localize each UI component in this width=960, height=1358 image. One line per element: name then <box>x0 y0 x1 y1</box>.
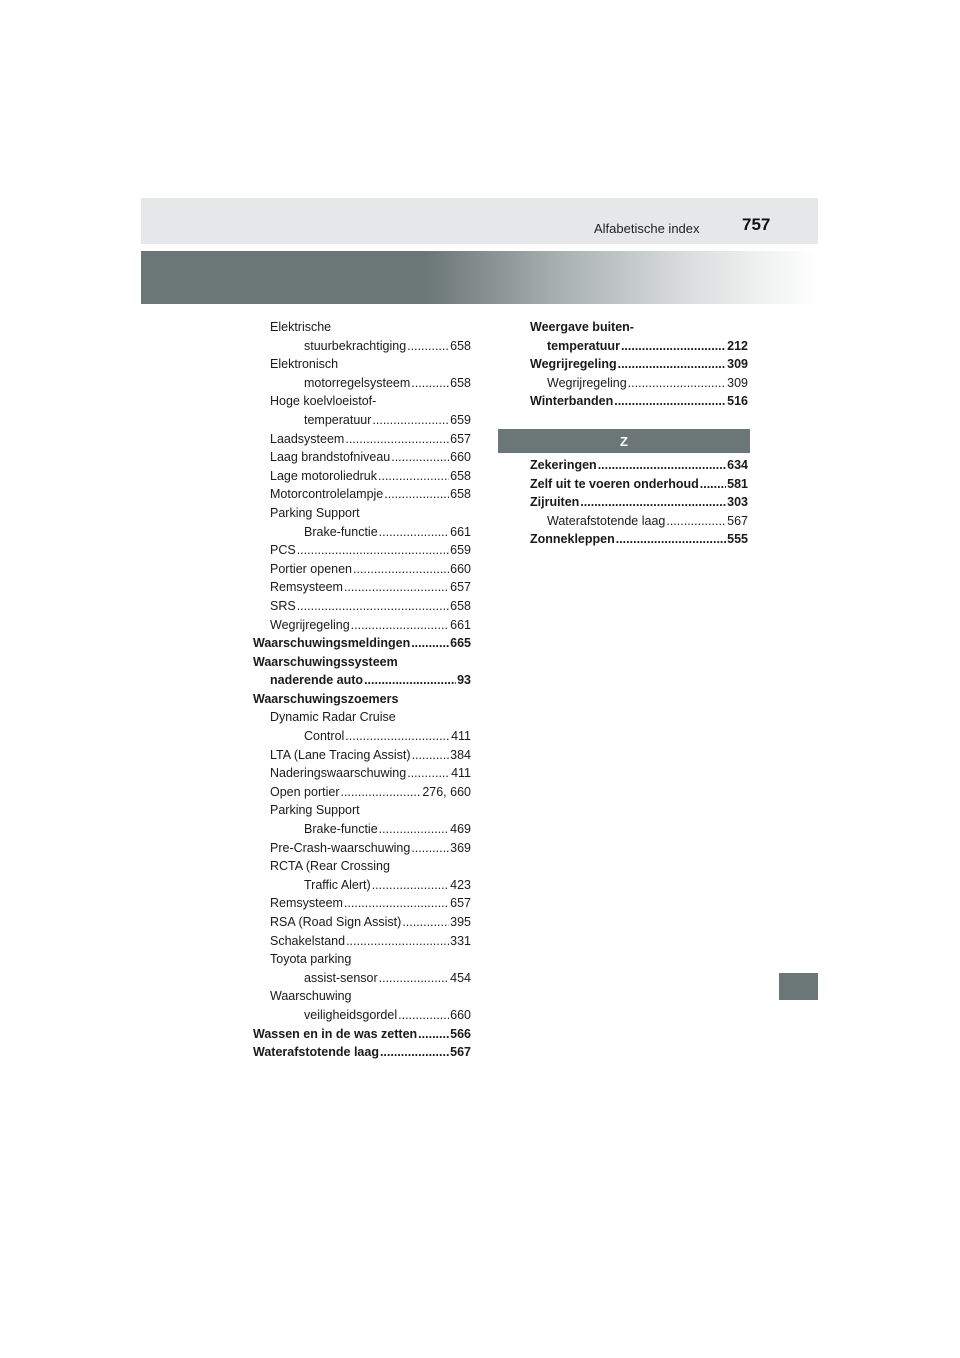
dot-leader <box>398 1006 449 1025</box>
page-reference[interactable]: 309 <box>727 375 748 390</box>
index-entry <box>530 355 748 374</box>
index-term: temperatuur <box>547 338 620 353</box>
index-entry <box>253 690 471 709</box>
index-term: assist-sensor <box>304 970 378 985</box>
page-reference[interactable]: 411 <box>451 729 471 744</box>
dot-leader <box>297 541 449 560</box>
page-reference[interactable]: 658 <box>450 468 471 483</box>
index-entry <box>530 374 748 393</box>
dot-leader <box>598 456 726 475</box>
dot-leader <box>344 894 449 913</box>
page-reference[interactable]: 369 <box>450 840 471 855</box>
index-entry <box>253 932 471 951</box>
dot-leader <box>345 727 450 746</box>
index-entry <box>253 764 471 783</box>
index-term: Elektronisch <box>270 357 339 372</box>
index-term: Zekeringen <box>530 458 597 472</box>
dot-leader <box>411 634 449 653</box>
index-entry <box>253 894 471 913</box>
index-term: RSA (Road Sign Assist) <box>270 915 402 929</box>
page-reference[interactable]: 303 <box>727 495 748 510</box>
page-reference[interactable]: 93 <box>457 673 471 688</box>
dot-leader <box>344 578 449 597</box>
page-reference[interactable]: 661 <box>450 524 471 539</box>
index-entry <box>253 653 471 690</box>
page-reference[interactable]: 454 <box>450 970 471 985</box>
dot-leader <box>372 411 449 430</box>
index-term: PCS <box>270 543 296 558</box>
page-reference[interactable]: 567 <box>727 513 748 528</box>
index-entry <box>253 485 471 504</box>
index-entry <box>253 430 471 449</box>
index-entry <box>253 1043 471 1062</box>
index-column-right <box>530 318 748 411</box>
index-group-w <box>530 318 748 411</box>
page-number: 757 <box>742 215 771 234</box>
page-reference[interactable]: 411 <box>451 766 471 781</box>
index-entry <box>253 541 471 560</box>
dot-leader <box>412 746 450 765</box>
index-entry <box>530 392 748 411</box>
index-term: Remsysteem <box>270 896 343 911</box>
page-reference[interactable]: 516 <box>727 394 748 409</box>
index-entry <box>253 355 471 392</box>
index-term: Zelf uit te voeren onderhoud <box>530 476 699 491</box>
page-reference[interactable]: 309 <box>727 357 748 372</box>
index-entry <box>253 1025 471 1044</box>
index-term: Remsysteem <box>270 580 343 595</box>
page-header-bar <box>141 198 818 244</box>
index-term: Winterbanden <box>530 394 614 409</box>
index-term: Toyota parking <box>270 952 352 967</box>
index-term: Pre-Crash-waarschuwing <box>270 840 411 855</box>
page-reference[interactable]: 566 <box>450 1026 471 1041</box>
dot-leader <box>418 1025 449 1044</box>
index-entry <box>253 318 471 355</box>
index-term: RCTA (Rear Crossing <box>270 859 390 874</box>
dot-leader <box>402 913 449 932</box>
index-entry <box>530 475 748 494</box>
page-reference[interactable]: 276, 660 <box>422 784 471 799</box>
dot-leader <box>379 820 449 839</box>
index-term: Weergave buiten- <box>530 320 634 334</box>
page-reference[interactable]: 567 <box>450 1045 471 1060</box>
index-term: Control <box>304 729 345 744</box>
dot-leader <box>379 523 449 542</box>
index-term: LTA (Lane Tracing Assist) <box>270 747 411 762</box>
index-term: Zonnekleppen <box>530 532 615 547</box>
index-term: Wegrijregeling <box>547 375 627 390</box>
index-entry <box>530 456 748 475</box>
dot-leader <box>700 475 726 494</box>
page-reference[interactable]: 634 <box>727 458 748 472</box>
page-reference[interactable]: 581 <box>727 476 748 491</box>
index-column-left <box>253 318 471 1062</box>
index-term: Naderingswaarschuwing <box>270 766 407 781</box>
page-reference[interactable]: 658 <box>450 375 471 390</box>
index-term: Elektrische <box>270 320 332 334</box>
page-reference[interactable]: 658 <box>450 338 471 353</box>
index-term: temperatuur <box>304 412 372 427</box>
index-term: Waarschuwing <box>270 989 352 1004</box>
dot-leader <box>364 671 456 690</box>
page-reference[interactable]: 665 <box>450 636 471 651</box>
index-entry <box>253 560 471 579</box>
index-term: Hoge koelvloeistof- <box>270 394 377 409</box>
dot-leader <box>346 932 449 951</box>
index-term: Brake-functie <box>304 524 378 539</box>
dot-leader <box>353 560 449 579</box>
index-term: Wegrijregeling <box>270 617 350 632</box>
index-term: Parking Support <box>270 505 360 520</box>
index-entry <box>253 783 471 802</box>
index-term: Wassen en in de was zetten <box>253 1026 418 1041</box>
index-entry <box>253 746 471 765</box>
index-entry <box>253 448 471 467</box>
index-entry <box>253 913 471 932</box>
index-entry <box>530 318 748 355</box>
page-reference[interactable]: 423 <box>450 877 471 892</box>
index-entry <box>253 839 471 858</box>
index-term: Traffic Alert) <box>304 877 371 892</box>
dot-leader <box>379 969 450 988</box>
dot-leader <box>351 616 449 635</box>
index-entry <box>253 857 471 894</box>
dot-leader <box>407 337 449 356</box>
letter-heading-z: Z <box>498 429 750 453</box>
index-entry <box>253 392 471 429</box>
dot-leader <box>618 355 727 374</box>
dot-leader <box>666 512 726 531</box>
page-reference[interactable]: 657 <box>450 896 471 911</box>
page-reference[interactable]: 395 <box>450 915 471 929</box>
dot-leader <box>616 530 726 549</box>
dot-leader <box>384 485 449 504</box>
index-term: stuurbekrachtiging <box>304 338 407 353</box>
index-term: Waterafstotende laag <box>253 1045 379 1060</box>
dot-leader <box>621 337 726 356</box>
page-reference[interactable]: 657 <box>450 431 471 446</box>
index-term: Parking Support <box>270 803 360 818</box>
index-term: Motorcontrolelampje <box>270 487 384 502</box>
index-term: veiligheidsgordel <box>304 1007 398 1022</box>
index-entry <box>253 467 471 486</box>
page-reference[interactable]: 657 <box>450 580 471 595</box>
index-entry <box>530 530 748 549</box>
dot-leader <box>614 392 726 411</box>
page-reference[interactable]: 660 <box>450 1007 471 1022</box>
index-term: Laag brandstofniveau <box>270 450 391 465</box>
index-term: Waterafstotende laag <box>547 513 666 528</box>
page-reference[interactable]: 659 <box>450 412 471 427</box>
page-reference[interactable]: 660 <box>450 561 471 576</box>
page-reference[interactable]: 659 <box>450 543 471 558</box>
page-reference[interactable]: 661 <box>450 617 471 632</box>
chapter-tab <box>779 973 818 1000</box>
dot-leader <box>411 374 449 393</box>
page-reference[interactable]: 212 <box>727 338 748 353</box>
dot-leader <box>297 597 449 616</box>
index-term: Brake-functie <box>304 822 378 837</box>
page-reference[interactable]: 658 <box>450 598 471 613</box>
dot-leader <box>380 1043 449 1062</box>
index-entry <box>253 597 471 616</box>
dot-leader <box>372 876 449 895</box>
page-reference[interactable]: 384 <box>450 747 471 762</box>
index-term: Dynamic Radar Cruise <box>270 710 396 725</box>
index-entry <box>253 801 471 838</box>
index-group-z <box>530 456 748 549</box>
dot-leader <box>407 764 450 783</box>
index-entry <box>253 634 471 653</box>
index-entry <box>530 493 748 512</box>
dot-leader <box>391 448 449 467</box>
index-entry <box>253 987 471 1024</box>
dot-leader <box>628 374 726 393</box>
index-term: Laadsysteem <box>270 431 345 446</box>
index-entry <box>253 578 471 597</box>
section-title: Alfabetische index <box>594 221 700 236</box>
index-term: naderende auto <box>270 673 364 688</box>
index-entry <box>253 616 471 635</box>
decorative-band <box>141 251 818 304</box>
page-reference[interactable]: 555 <box>727 532 748 547</box>
dot-leader <box>580 493 726 512</box>
index-entry <box>253 708 471 745</box>
index-term: Zijruiten <box>530 495 580 510</box>
dot-leader <box>378 467 449 486</box>
index-entry <box>530 512 748 531</box>
dot-leader <box>345 430 449 449</box>
page-reference[interactable]: 331 <box>450 933 471 948</box>
index-term: Open portier <box>270 784 340 799</box>
page-reference[interactable]: 469 <box>450 822 471 837</box>
dot-leader <box>340 783 421 802</box>
index-term: Lage motoroliedruk <box>270 468 378 483</box>
index-entry <box>253 950 471 987</box>
index-term: Waarschuwingsmeldingen <box>253 636 411 651</box>
index-term: Wegrijregeling <box>530 357 617 372</box>
dot-leader <box>411 839 449 858</box>
index-term: motorregelsysteem <box>304 375 411 390</box>
index-term: Waarschuwingszoemers <box>253 691 399 706</box>
page-reference[interactable]: 658 <box>450 487 471 502</box>
index-term: SRS <box>270 598 296 613</box>
index-term: Schakelstand <box>270 933 346 948</box>
index-term: Waarschuwingssysteem <box>253 654 398 669</box>
page-reference[interactable]: 660 <box>450 450 471 465</box>
index-term: Portier openen <box>270 561 353 576</box>
index-entry <box>253 504 471 541</box>
